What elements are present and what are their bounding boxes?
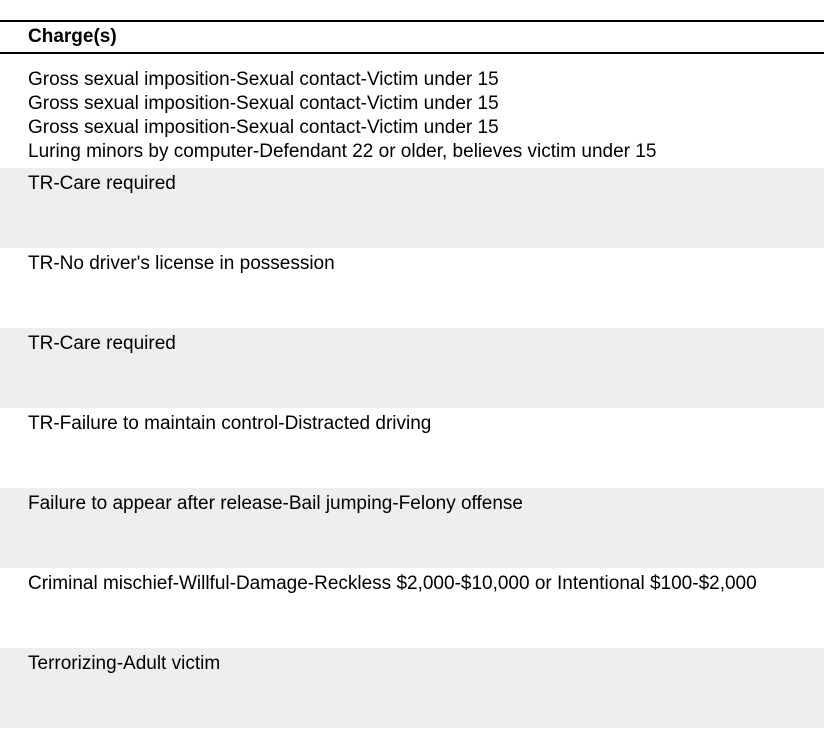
charge-cell: TR-Failure to maintain control-Distracted driving [28, 413, 432, 434]
charges-table [0, 20, 824, 728]
charge-cell: TR-No driver's license in possession [28, 253, 335, 274]
table-row [0, 408, 824, 488]
table-header-row [0, 22, 824, 54]
charge-cell: TR-Care required [28, 333, 176, 354]
table-row [0, 248, 824, 328]
table-row [0, 54, 824, 168]
charge-line: Luring minors by computer-Defendant 22 or older, believes victim under 15 [28, 141, 657, 162]
table-row [0, 168, 824, 248]
table-row [0, 488, 824, 568]
charges-column-header: Charge(s) [28, 26, 117, 47]
charge-cell: Failure to appear after release-Bail jumping-Felony offense [28, 493, 523, 514]
charge-line: Gross sexual imposition-Sexual contact-Victim under 15 [28, 93, 499, 114]
charge-cell: Criminal mischief-Willful-Damage-Reckless $2,000-$10,000 or Intentional $100-$2,000 [28, 573, 757, 594]
table-row [0, 328, 824, 408]
table-row [0, 568, 824, 648]
charge-line: Gross sexual imposition-Sexual contact-Victim under 15 [28, 69, 499, 90]
charge-cell: TR-Care required [28, 173, 176, 194]
charge-cell: Terrorizing-Adult victim [28, 653, 221, 674]
table-row [0, 648, 824, 728]
charge-line: Gross sexual imposition-Sexual contact-Victim under 15 [28, 117, 499, 138]
